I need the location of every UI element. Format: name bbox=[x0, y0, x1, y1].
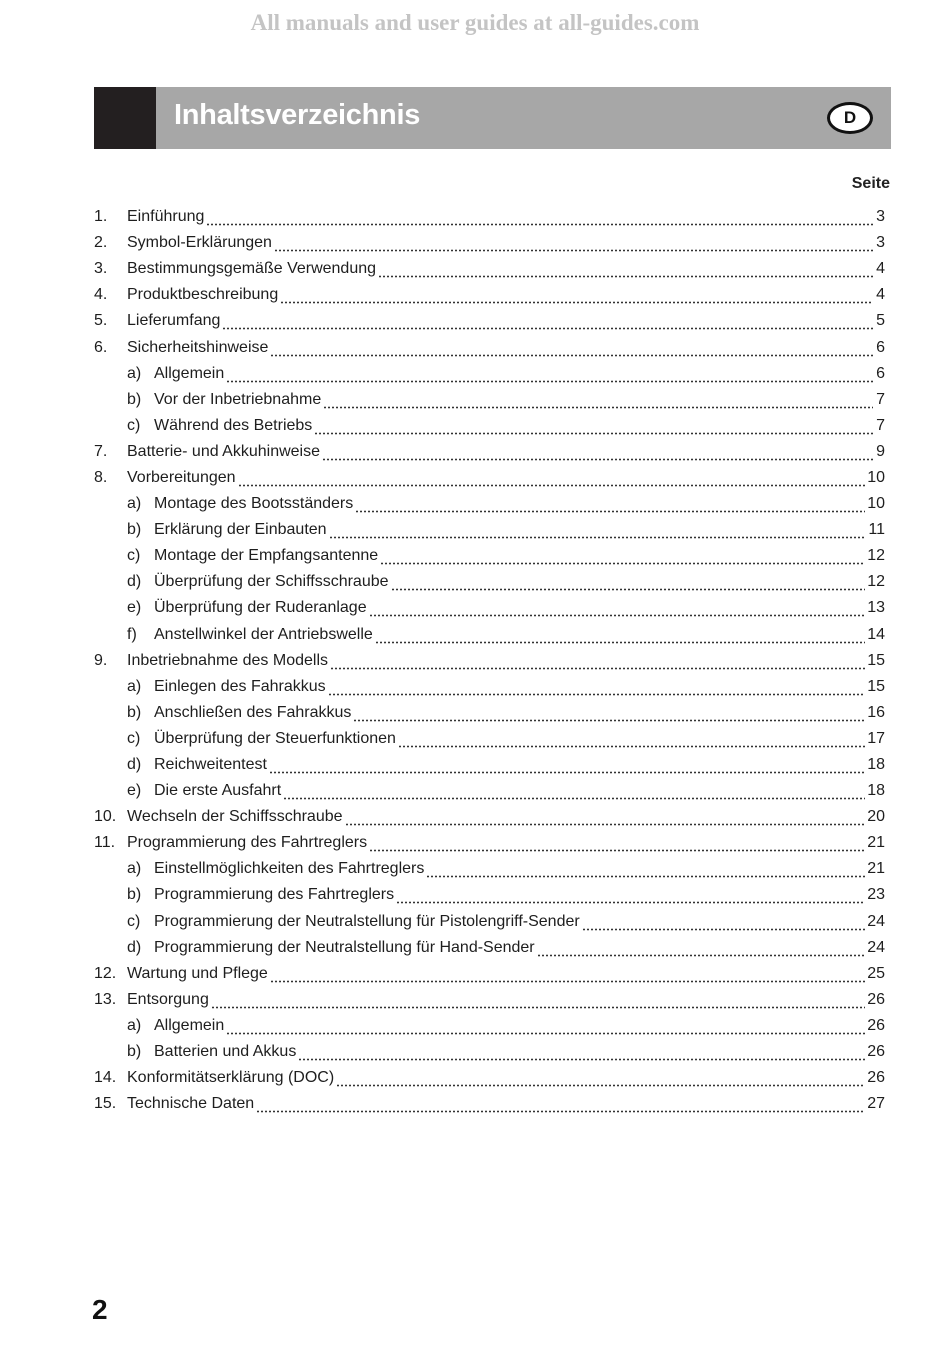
dot-leader bbox=[369, 838, 865, 852]
toc-title: Allgemein bbox=[154, 364, 225, 382]
toc-sub-letter: b) bbox=[127, 1043, 142, 1061]
dot-leader bbox=[380, 551, 865, 565]
toc-page-number: 12 bbox=[867, 547, 885, 565]
toc-page-number: 26 bbox=[867, 1043, 885, 1061]
toc-number: 5. bbox=[94, 312, 108, 330]
toc-page-number: 26 bbox=[867, 1069, 885, 1087]
toc-subentry[interactable] bbox=[94, 491, 885, 517]
toc-page-number: 26 bbox=[867, 1016, 885, 1034]
toc-subentry[interactable] bbox=[94, 622, 885, 648]
dot-leader bbox=[328, 682, 866, 696]
toc-page-number: 20 bbox=[867, 808, 885, 826]
toc-title: Anstellwinkel der Antriebswelle bbox=[154, 625, 373, 643]
toc-page-number: 16 bbox=[867, 703, 885, 721]
toc-page-number: 15 bbox=[867, 651, 885, 669]
toc-sub-letter: a) bbox=[127, 860, 142, 878]
toc-title: Überprüfung der Steuerfunktionen bbox=[154, 729, 396, 747]
dot-leader bbox=[314, 421, 873, 435]
toc-page-number: 11 bbox=[868, 521, 885, 539]
toc-page-number: 10 bbox=[867, 495, 885, 513]
toc-entry[interactable] bbox=[94, 648, 885, 674]
toc-page-number: 26 bbox=[867, 990, 885, 1008]
toc-page-number: 18 bbox=[867, 782, 885, 800]
toc-sub-letter: b) bbox=[127, 886, 142, 904]
toc-entry[interactable] bbox=[94, 230, 885, 256]
toc-sub-letter: b) bbox=[127, 521, 142, 539]
toc-title: Wechseln der Schiffsschraube bbox=[127, 808, 343, 826]
toc-sub-letter: f) bbox=[127, 625, 137, 643]
toc-sub-letter: a) bbox=[127, 1016, 142, 1034]
toc-page-number: 10 bbox=[867, 468, 885, 486]
toc-title: Bestimmungsgemäße Verwendung bbox=[127, 260, 377, 278]
toc-title: Programmierung des Fahrtreglers bbox=[154, 886, 395, 904]
toc-entry[interactable] bbox=[94, 204, 885, 230]
dot-leader bbox=[353, 708, 865, 722]
toc-sub-letter: c) bbox=[127, 547, 141, 565]
table-of-contents bbox=[94, 204, 885, 1117]
toc-page-number: 27 bbox=[867, 1095, 885, 1113]
page-number: 2 bbox=[92, 1294, 108, 1325]
toc-title: Anschließen des Fahrakkus bbox=[154, 703, 352, 721]
toc-title: Symbol-Erklärungen bbox=[127, 234, 272, 252]
toc-title: Erklärung der Einbauten bbox=[154, 521, 327, 539]
toc-sub-letter: e) bbox=[127, 599, 142, 617]
toc-page-number: 21 bbox=[867, 834, 885, 852]
dot-leader bbox=[378, 264, 873, 278]
dot-leader bbox=[336, 1073, 865, 1087]
toc-sub-letter: b) bbox=[127, 703, 142, 721]
dot-leader bbox=[396, 890, 865, 904]
toc-title: Programmierung der Neutralstellung für Pistolengriff-Sender bbox=[154, 912, 580, 930]
toc-number: 2. bbox=[94, 234, 108, 252]
toc-page-number: 12 bbox=[867, 573, 885, 591]
toc-subentry[interactable] bbox=[94, 1013, 885, 1039]
page-title: Inhaltsverzeichnis bbox=[174, 99, 421, 131]
language-badge: D bbox=[827, 102, 873, 134]
toc-entry[interactable] bbox=[94, 334, 885, 360]
toc-page-number: 4 bbox=[876, 260, 885, 278]
toc-sub-letter: c) bbox=[127, 912, 141, 930]
toc-entry[interactable] bbox=[94, 256, 885, 282]
toc-subentry[interactable] bbox=[94, 882, 885, 908]
page-column-label: Seite bbox=[851, 175, 890, 192]
toc-number: 4. bbox=[94, 286, 108, 304]
dot-leader bbox=[226, 369, 873, 383]
dot-leader bbox=[256, 1099, 865, 1113]
toc-title: Technische Daten bbox=[127, 1095, 255, 1113]
toc-subentry[interactable] bbox=[94, 595, 885, 621]
toc-title: Während des Betriebs bbox=[154, 416, 313, 434]
toc-sub-letter: e) bbox=[127, 782, 142, 800]
toc-page-number: 4 bbox=[876, 286, 885, 304]
toc-number: 10. bbox=[94, 808, 117, 826]
toc-number: 6. bbox=[94, 338, 108, 356]
toc-page-number: 13 bbox=[867, 599, 885, 617]
toc-subentry[interactable] bbox=[94, 413, 885, 439]
toc-title: Vor der Inbetriebnahme bbox=[154, 390, 322, 408]
toc-page-number: 23 bbox=[867, 886, 885, 904]
toc-number: 14. bbox=[94, 1069, 117, 1087]
toc-page-number: 5 bbox=[876, 312, 885, 330]
section-header bbox=[94, 87, 891, 149]
dot-leader bbox=[274, 238, 873, 252]
toc-subentry[interactable] bbox=[94, 387, 885, 413]
toc-page-number: 18 bbox=[867, 756, 885, 774]
toc-subentry[interactable] bbox=[94, 361, 885, 387]
dot-leader bbox=[426, 864, 865, 878]
toc-sub-letter: d) bbox=[127, 938, 142, 956]
dot-leader bbox=[369, 603, 866, 617]
toc-sub-letter: a) bbox=[127, 364, 142, 382]
toc-subentry[interactable] bbox=[94, 543, 885, 569]
toc-subentry[interactable] bbox=[94, 674, 885, 700]
toc-page-number: 24 bbox=[867, 938, 885, 956]
toc-title: Montage des Bootsständers bbox=[154, 495, 354, 513]
toc-sub-letter: c) bbox=[127, 416, 141, 434]
toc-number: 7. bbox=[94, 442, 108, 460]
toc-title: Konformitätserklärung (DOC) bbox=[127, 1069, 335, 1087]
dot-leader bbox=[270, 343, 873, 357]
toc-title: Allgemein bbox=[154, 1016, 225, 1034]
toc-title: Programmierung des Fahrtreglers bbox=[127, 834, 368, 852]
toc-title: Die erste Ausfahrt bbox=[154, 782, 282, 800]
toc-subentry[interactable] bbox=[94, 778, 885, 804]
toc-title: Wartung und Pflege bbox=[127, 964, 268, 982]
watermark: All manuals and user guides at all-guides.com bbox=[250, 10, 700, 35]
dot-leader bbox=[329, 525, 867, 539]
dot-leader bbox=[330, 656, 865, 670]
toc-number: 12. bbox=[94, 964, 117, 982]
toc-title: Einführung bbox=[127, 208, 205, 226]
toc-number: 15. bbox=[94, 1095, 117, 1113]
toc-subentry[interactable] bbox=[94, 752, 885, 778]
dot-leader bbox=[537, 943, 866, 957]
dot-leader bbox=[375, 630, 865, 644]
toc-page-number: 25 bbox=[867, 964, 885, 982]
toc-entry[interactable] bbox=[94, 961, 885, 987]
dot-leader bbox=[582, 917, 866, 931]
toc-number: 13. bbox=[94, 990, 117, 1008]
dot-leader bbox=[355, 499, 865, 513]
toc-entry[interactable] bbox=[94, 987, 885, 1013]
toc-title: Überprüfung der Ruderanlage bbox=[154, 599, 367, 617]
toc-sub-letter: a) bbox=[127, 495, 142, 513]
toc-subentry[interactable] bbox=[94, 909, 885, 935]
toc-subentry[interactable] bbox=[94, 856, 885, 882]
toc-number: 11. bbox=[94, 834, 116, 852]
toc-number: 9. bbox=[94, 651, 108, 669]
toc-page-number: 6 bbox=[876, 338, 885, 356]
toc-subentry[interactable] bbox=[94, 935, 885, 961]
toc-number: 1. bbox=[94, 208, 108, 226]
dot-leader bbox=[211, 995, 865, 1009]
toc-title: Lieferumfang bbox=[127, 312, 221, 330]
dot-leader bbox=[323, 395, 873, 409]
toc-sub-letter: b) bbox=[127, 390, 142, 408]
toc-subentry[interactable] bbox=[94, 517, 885, 543]
dot-leader bbox=[269, 760, 865, 774]
toc-sub-letter: c) bbox=[127, 729, 141, 747]
toc-sub-letter: d) bbox=[127, 756, 142, 774]
dot-leader bbox=[283, 786, 865, 800]
toc-title: Produktbeschreibung bbox=[127, 286, 279, 304]
toc-title: Einstellmöglichkeiten des Fahrtreglers bbox=[154, 860, 425, 878]
dot-leader bbox=[206, 212, 873, 226]
toc-title: Sicherheitshinweise bbox=[127, 338, 269, 356]
toc-sub-letter: a) bbox=[127, 677, 142, 695]
toc-entry[interactable] bbox=[94, 308, 885, 334]
toc-page-number: 7 bbox=[876, 416, 885, 434]
toc-page-number: 9 bbox=[876, 442, 885, 460]
toc-subentry[interactable] bbox=[94, 569, 885, 595]
toc-subentry[interactable] bbox=[94, 726, 885, 752]
toc-title: Batterien und Akkus bbox=[154, 1043, 297, 1061]
toc-subentry[interactable] bbox=[94, 700, 885, 726]
dot-leader bbox=[345, 812, 866, 826]
dot-leader bbox=[226, 1021, 865, 1035]
toc-title: Entsorgung bbox=[127, 990, 209, 1008]
toc-title: Einlegen des Fahrakkus bbox=[154, 677, 326, 695]
toc-entry[interactable] bbox=[94, 439, 885, 465]
toc-page-number: 21 bbox=[867, 860, 885, 878]
dot-leader bbox=[322, 447, 873, 461]
toc-number: 3. bbox=[94, 260, 108, 278]
toc-entry[interactable] bbox=[94, 804, 885, 830]
toc-entry[interactable] bbox=[94, 282, 885, 308]
toc-page-number: 3 bbox=[876, 234, 885, 252]
dot-leader bbox=[280, 290, 873, 304]
header-black-block bbox=[94, 87, 156, 149]
toc-sub-letter: d) bbox=[127, 573, 142, 591]
toc-title: Programmierung der Neutralstellung für Hand-Sender bbox=[154, 938, 535, 956]
toc-number: 8. bbox=[94, 468, 108, 486]
toc-page-number: 15 bbox=[867, 677, 885, 695]
toc-entry[interactable] bbox=[94, 465, 885, 491]
toc-page-number: 24 bbox=[867, 912, 885, 930]
toc-entry[interactable] bbox=[94, 830, 885, 856]
toc-page-number: 17 bbox=[867, 729, 885, 747]
dot-leader bbox=[270, 969, 865, 983]
toc-title: Überprüfung der Schiffsschraube bbox=[154, 573, 389, 591]
toc-entry[interactable] bbox=[94, 1091, 885, 1117]
dot-leader bbox=[391, 577, 866, 591]
dot-leader bbox=[222, 316, 873, 330]
toc-title: Inbetriebnahme des Modells bbox=[127, 651, 329, 669]
toc-title: Montage der Empfangsantenne bbox=[154, 547, 379, 565]
toc-page-number: 3 bbox=[876, 208, 885, 226]
toc-title: Reichweitentest bbox=[154, 756, 267, 774]
toc-page-number: 6 bbox=[876, 364, 885, 382]
toc-entry[interactable] bbox=[94, 1065, 885, 1091]
toc-subentry[interactable] bbox=[94, 1039, 885, 1065]
toc-title: Vorbereitungen bbox=[127, 468, 236, 486]
dot-leader bbox=[298, 1047, 865, 1061]
dot-leader bbox=[398, 734, 865, 748]
dot-leader bbox=[238, 473, 866, 487]
toc-title: Batterie- und Akkuhinweise bbox=[127, 442, 320, 460]
toc-page-number: 7 bbox=[876, 390, 885, 408]
toc-page-number: 14 bbox=[867, 625, 885, 643]
